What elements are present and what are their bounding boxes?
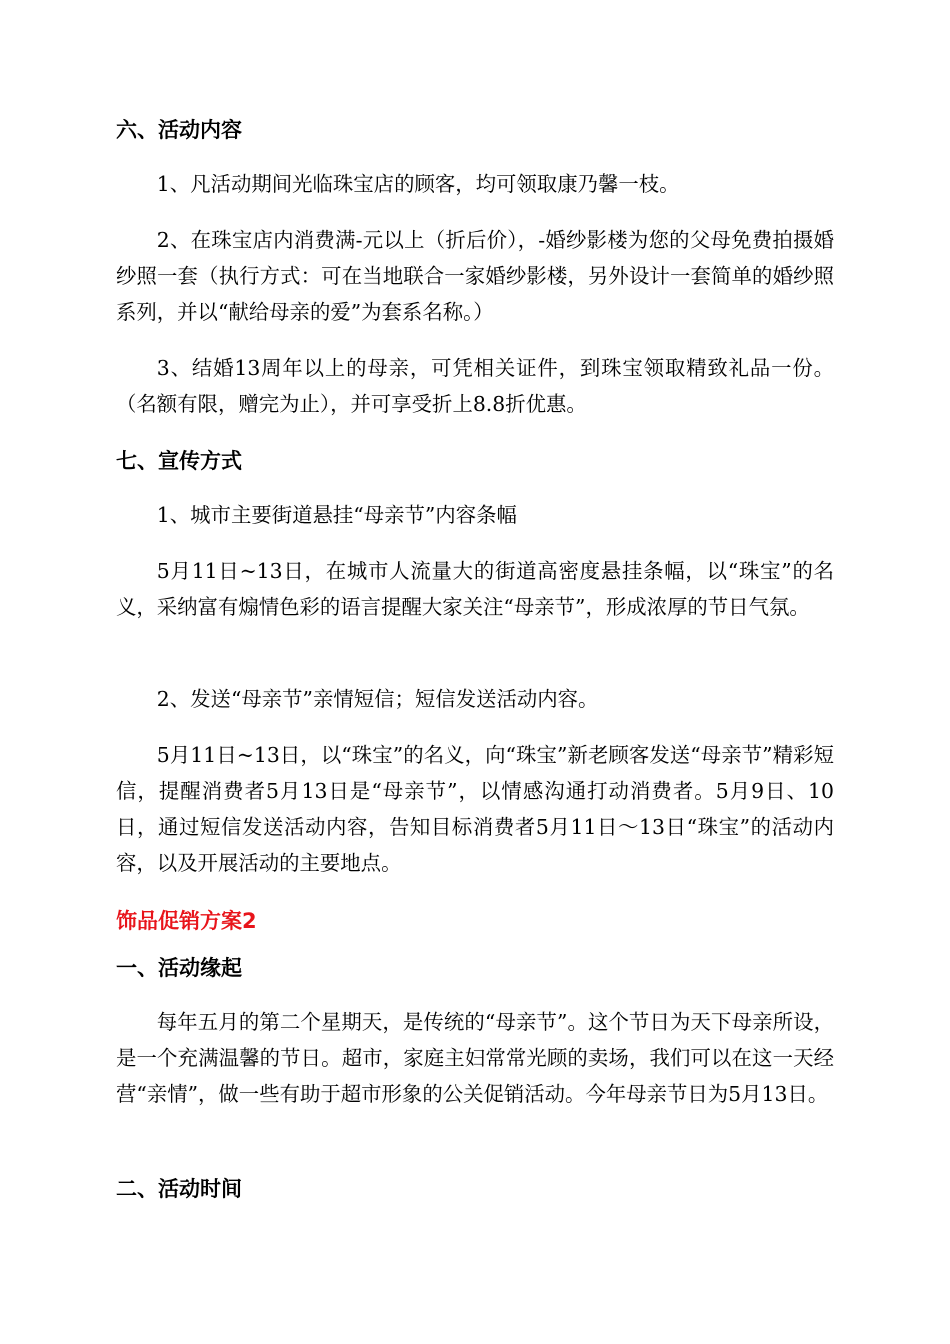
paragraph: 3、结婚13周年以上的母亲，可凭相关证件，到珠宝领取精致礼品一份。（名额有限，赠完为止），并可享受折上8.8折优惠。 xyxy=(116,356,834,416)
paragraph: 5月11日~13日，以“珠宝”的名义，向“珠宝”新老顾客发送“母亲节”精彩短信，提醒消费者5月13日是“母亲节”，以情感沟通打动消费者。5月9日、10日，通过短信发送活动内容，告知目标消费者5月11日～13日“珠宝”的活动内容，以及开展活动的主要地点。 xyxy=(116,743,834,875)
section-heading-publicity: 七、宣传方式 xyxy=(116,449,242,473)
document-title: 饰品促销方案2 xyxy=(116,909,257,933)
paragraph: 1、城市主要街道悬挂“母亲节”内容条幅 xyxy=(156,503,517,527)
paragraph: 2、在珠宝店内消费满-元以上（折后价），-婚纱影楼为您的父母免费拍摄婚纱照一套（执行方式：可在当地联合一家婚纱影楼，另外设计一套简单的婚纱照系列，并以“献给母亲的爱”为套系名称。） xyxy=(116,228,834,324)
paragraph: 1、凡活动期间光临珠宝店的顾客，均可领取康乃馨一枝。 xyxy=(156,172,680,196)
section-heading-time: 二、活动时间 xyxy=(116,1177,242,1201)
section-heading-activity-content: 六、活动内容 xyxy=(116,118,242,142)
paragraph: 2、发送“母亲节”亲情短信；短信发送活动内容。 xyxy=(156,687,599,711)
paragraph: 每年五月的第二个星期天，是传统的“母亲节”。这个节日为天下母亲所设，是一个充满温馨的节日。超市，家庭主妇常常光顾的卖场，我们可以在这一天经营“亲情”，做一些有助于超市形象的公关促销活动。今年母亲节日为5月13日。 xyxy=(116,1010,834,1106)
section-heading-origin: 一、活动缘起 xyxy=(116,956,242,980)
paragraph: 5月11日~13日，在城市人流量大的街道高密度悬挂条幅，以“珠宝”的名义，采纳富有煽情色彩的语言提醒大家关注“母亲节”，形成浓厚的节日气氛。 xyxy=(116,559,834,619)
